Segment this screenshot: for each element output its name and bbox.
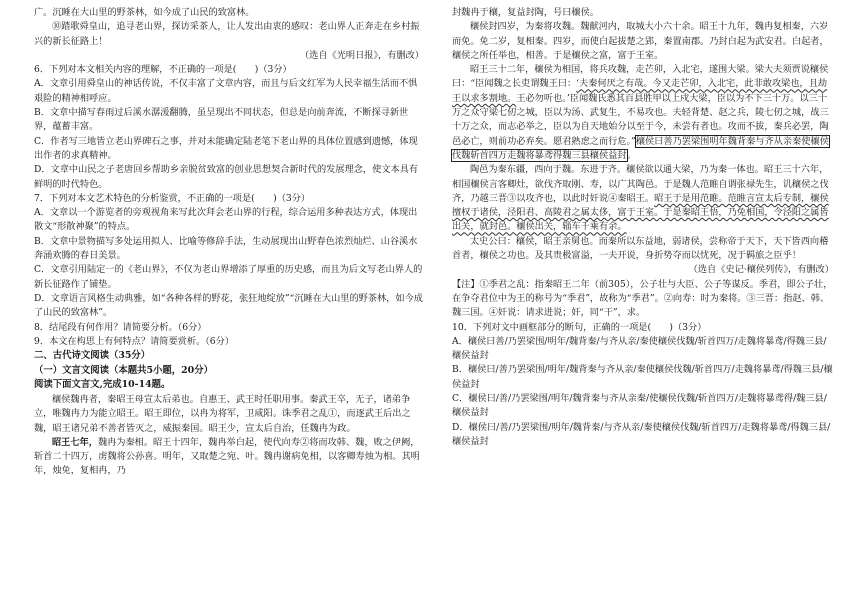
question-6-option-b: B．文章中描写春雨过后溪水潺湲翻腾，虽呈现出不同状态，但总是向前奔流，不断探寻新世界，蕴蓄丰富。 — [34, 107, 409, 133]
wavy-underlined-sentence: ‘夫秦何厌之有哉。今又走芒卯，入北宅，此非敢攻梁也，且劫王以求多割地。 — [452, 78, 828, 104]
essay-paragraph-10: ⑩踏歌舜皇山，追寻老山界，探访采茶人，让人发出由衷的感叹：老山界人正奔走在乡村振兴的新长征路上！ — [34, 21, 420, 47]
paragraph-body: 魏冉为秦相。昭王十四年，魏冉举白起，使代向寿②将而攻韩、魏，败之伊阙，斩首二十四万，虏魏将公孙喜。明年，又取楚之宛、叶。魏冉谢病免相，以客卿寿烛为相。其明年，烛免，复相冉，乃 — [34, 436, 420, 477]
question-8: 8．结尾段有何作用？请简要分析。（6分） — [34, 321, 207, 333]
question-6-option-d: D．文章中山民之子老唐回乡帮助乡亲脱贫致富的创业思想契合新时代的发展理念，使文本具有鲜明的时代特色。 — [34, 164, 419, 190]
classical-paragraph-1: 穰侯魏冉者，秦昭王母宣太后弟也。自惠王、武王时任职用事。秦武王卒，无子，诸弟争立，唯魏冉力为能立昭王。昭王即位，以冉为将军，卫咸阳。诛季君之乱①，而逐武王后出之魏，昭王诸兄弟不善者皆灭之，威振秦国。昭王少，宣太后自治，任魏冉为政。 — [34, 393, 411, 434]
reading-instruction: 阅读下面文言文,完成10-14题。 — [34, 379, 171, 391]
classical-paragraph-2 — [34, 436, 424, 479]
section-heading: 二、古代诗文阅读（35分） — [34, 350, 151, 362]
question-10-option-a: A．穰侯曰善/乃罢梁围/明年/魏背秦/与齐从亲/秦使穰侯伐魏/斩首四万/走魏将暴鸢/得魏三县/穰侯益封 — [452, 335, 827, 362]
question-7-option-d: D．文章语言风格生动典雅，如“各种各样的野花，张狂地绽放”“沉睡在大山里的野茶林，如今成了山民的致富林”。 — [34, 292, 423, 319]
question-7-stem: 7．下列对本文艺术特色的分析鉴赏，不正确的一项是( )（3分） — [34, 192, 311, 204]
classical-paragraph-3: 穰侯封四岁，为秦将攻魏。魏献河内，取城大小六十余。昭王十九年，魏冉复相秦，六岁而免。免二岁，复相秦。四岁，而使白起拔楚之郢，秦置南郡。乃封白起为武安君。白起者，穰侯之所任举也，相善。于是穰侯之富，富于王室。 — [452, 21, 829, 61]
left-column — [34, 6, 424, 479]
source-note: （选自《光明日报》，有删改） — [299, 49, 424, 61]
classical-paragraph-4 — [452, 63, 834, 163]
question-10-option-c: C．穰侯曰/善/乃罢梁围/明年/魏背秦与齐从亲秦/使穰侯伐魏/斩首四万/走魏将暴鸢得/魏三县/穰侯益封 — [452, 393, 827, 419]
question-10-option-d: D．穰侯曰/善/乃罢梁围/明年/魏背秦/与齐从亲/秦使穰侯伐魏/斩首四万/走魏将暴鸢/得魏三县/穰侯益封 — [452, 421, 831, 447]
right-column — [452, 6, 834, 449]
classical-line: 封魏冉于穰，复益封陶，号曰穰侯。 — [452, 7, 599, 18]
paragraph-lead: 昭王七年， — [52, 436, 98, 448]
framed-passage: 穰侯曰善乃罢梁围明年魏背秦与齐从亲秦使穰侯伐魏斩首四万走魏将暴鸢得魏三县穰侯益封 — [452, 135, 829, 161]
classical-paragraph-5 — [452, 163, 834, 234]
question-6-option-a: A．文章引用舜皇山的神话传说，不仅丰富了文章内容，而且与后文红军为人民幸福生活而不惧艰险的精神相呼应。 — [34, 78, 418, 104]
paragraph-text: 陶邑为秦东疆，西向于魏。东进于齐。穰侯欲以通大梁，乃为秦一体也。昭王三十六年，相国穰侯言客卿灶，欲伐齐取刚、寿，以广其陶邑。于是魏人范睢自谓张禄先生，讥穰侯之伐齐，乃越三晋③以攻齐也，以此时奸说④秦昭王。 — [452, 164, 829, 204]
question-10-stem: 10．下列对文中画框部分的断句，正确的一项是( )（3分） — [452, 321, 707, 333]
question-7-option-a: A．文章以一个游览者的旁观视角来写此次拜会老山界的行程，综合运用多种表达方式，体现出散文“形散神聚”的特点。 — [34, 207, 418, 233]
paragraph-text: 王必勿听也。’臣闻魏氏悉其百县胜甲以上戍大梁，臣以为不下三十万。以三十万之众守梁七仞之城，臣以为汤、武复生，不易攻也。夫轻背楚、赵之兵，陵七仞之城，战三十万之众，而志必举之，臣以为自天地始分以至于今，未尝有者也。攻而不拔，秦兵必罢，陶邑必亡，则前功必弃矣。愿君熟虑之而行危。” — [452, 92, 829, 147]
source-note: （选自《史记·穰侯列传》，有删改） — [688, 264, 834, 276]
question-7-option-b: B．文章中景物描写多处运用拟人、比喻等修辞手法，生动展现出山野春色浓烈灿烂、山谷溪水奔涌欢腾的春日美景。 — [34, 235, 418, 262]
wavy-underlined-sentence: 昭王于是用范睢。范睢言宣太后专制，穰侯擅权于诸侯，泾阳君、高陵君之属太侈，富于王室。于是秦昭王悟，乃免相国，令泾阳之属皆出关，就封邑。穰侯出关，辎车千乘有余。 — [452, 192, 829, 233]
question-9: 9．本文在构思上有何特点？请简要赏析。（6分） — [34, 335, 235, 347]
essay-line: 广。沉睡在大山里的野茶林，如今成了山民的致富林。 — [34, 7, 255, 18]
footnotes: 【注】①季君之乱：指秦昭王二年（前305），公子壮与大臣、公子等谋反。季君，即公子壮，在争夺君位中为王的称号为“季君”，故称为“季君”。②向寿：时为秦将。③三晋：指赵、韩、魏三国。④奸说：请求进说；奸，同“干”，求。 — [452, 278, 833, 319]
classical-paragraph-6: 太史公曰：穰侯，昭王亲舅也。而秦所以东益地，弱诸侯，尝称帝于天下，天下皆西向稽首者，穰侯之功也。及其贵极富溢，一夫开说，身折势夺而以忧死，况于羁旅之臣乎！ — [452, 235, 829, 262]
question-6-option-c: C．作者写三地皆立老山界碑石之事，并对未能确定陆老笔下老山界的具体位置感到遗憾，体现出作者的求真精神。 — [34, 135, 418, 161]
question-6-stem: 6．下列对本文相关内容的理解，不正确的一项是( )（3分） — [34, 64, 292, 76]
paragraph-text: 。 — [626, 149, 636, 161]
subsection-heading: （一）文言文阅读（本题共5小题，20分） — [34, 364, 213, 376]
paragraph-text: 昭王三十二年，穰侯为相国，将兵攻魏，走芒卯，入北宅，遂围大梁。梁大夫须贾说穰侯曰：“臣闻魏之长吏谓魏王曰： — [452, 64, 829, 90]
question-10-option-b: B．穰侯曰/善乃罢梁围/明年/魏背秦与齐从亲/秦使穰侯伐魏/斩首四万/走魏将暴鸢/得魏三县/穰侯益封 — [452, 364, 833, 390]
question-7-option-c: C．文章引用陆定一的《老山界》，不仅为老山界增添了厚重的历史感，而且为后文写老山界人的新长征路作了铺垫。 — [34, 264, 423, 290]
